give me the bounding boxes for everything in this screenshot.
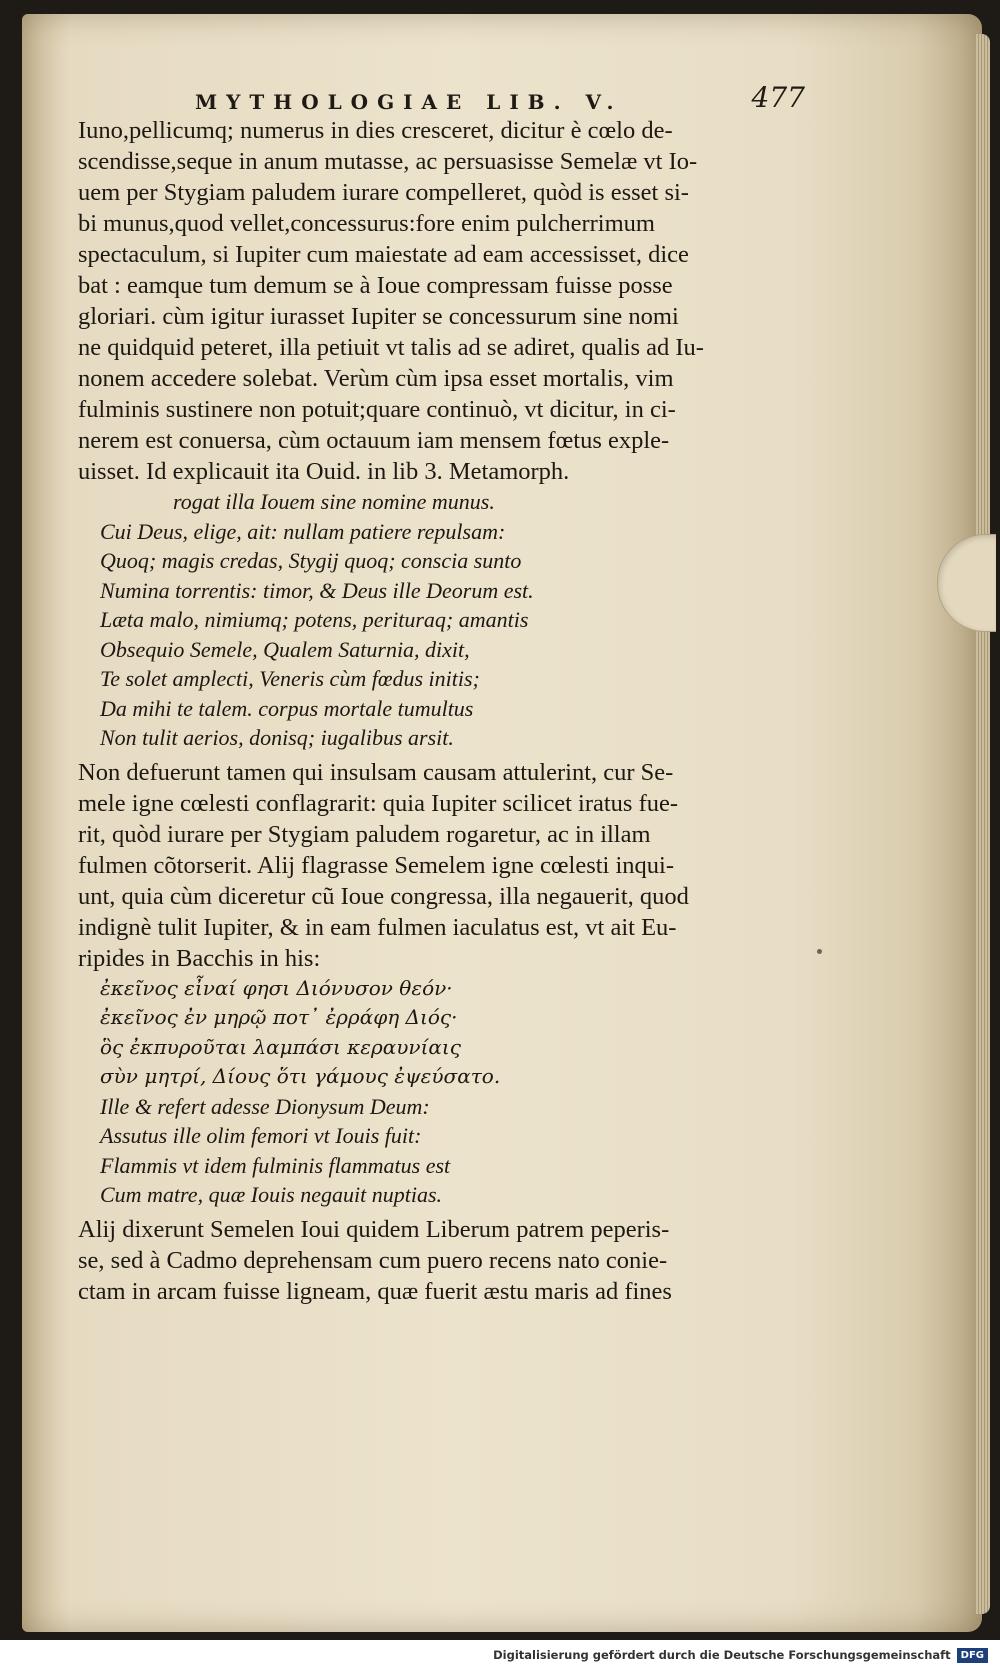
page-body [78, 115, 738, 1307]
verse-line: Da mihi te talem. corpus mortale tumultus [100, 695, 474, 721]
dfg-logo: DFG [957, 1648, 988, 1663]
running-head: MYTHOLOGIAE LIB. V. [195, 90, 623, 114]
text-line: Alij dixerunt Semelen Ioui quidem Liberum patrem peperis- [78, 1215, 670, 1243]
text-line: bi munus,quod vellet,concessurus:fore enim pulcherrimum [78, 210, 655, 237]
text-line: scendisse,seque in anum mutasse, ac persuasisse Semelæ vt Io- [78, 148, 698, 175]
verse-line: Assutus ille olim femori vt Iouis fuit: [100, 1123, 422, 1148]
text-line: rit, quòd iurare per Stygiam paludem rogaretur, ac in illam [78, 820, 651, 848]
text-line: Non defuerunt tamen qui insulsam causam attulerint, cur Se- [78, 758, 674, 786]
text-line: uisset. Id explicauit ita Ouid. in lib 3. Metamorph. [78, 458, 570, 485]
verse-line: Numina torrentis: timor, & Deus ille Deorum est. [100, 577, 534, 603]
page-number: 477 [751, 81, 805, 114]
verse-quote-latin-translation [78, 1092, 738, 1210]
text-line: mele igne cœlesti conflagrarit: quia Iupiter scilicet iratus fue- [78, 789, 679, 817]
text-line: ne quidquid peteret, illa petiuit vt talis ad se adiret, qualis ad Iu- [78, 334, 704, 361]
text-line: bat : eamque tum demum se à Ioue compressam fuisse posse [78, 272, 673, 299]
verse-line: Obsequio Semele, Qualem Saturnia, dixit, [100, 636, 470, 662]
text-line: fulminis sustinere non potuit;quare continuò, vt dicitur, in ci- [78, 396, 676, 423]
text-line: unt, quia cùm diceretur cũ Ioue congressa, illa negauerit, quod [78, 882, 689, 910]
text-line: fulmen cõtorserit. Alij flagrasse Semelem igne cœlesti inqui- [78, 851, 675, 879]
text-line: ctam in arcam fuisse ligneam, quæ fuerit æstu maris ad fines [78, 1277, 672, 1305]
paragraph-1 [78, 115, 738, 487]
verse-line: Non tulit aerios, donisq; iugalibus arsit. [100, 725, 454, 750]
text-line: uem per Stygiam paludem iurare compelleret, quòd is esset si- [78, 179, 689, 206]
greek-verse-line: ὃς ἐκπυροῦται λαμπάσι κεραυνίαις [100, 1034, 461, 1059]
text-line: gloriari. cùm igitur iurasset Iupiter se concessurum sine nomi [78, 303, 679, 330]
verse-quote-ovid [78, 487, 738, 753]
verse-line: Ille & refert adesse Dionysum Deum: [100, 1093, 430, 1119]
digitization-footer [0, 1640, 1000, 1670]
verse-line: Cui Deus, elige, ait: nullam patiere repulsam: [100, 518, 506, 544]
paragraph-2 [78, 757, 738, 974]
text-line: Iuno,pellicumq; numerus in dies cresceret, dicitur è cœlo de- [78, 117, 673, 144]
paper-speck [817, 949, 822, 954]
funding-credit: Digitalisierung gefördert durch die Deutsche Forschungsgemeinschaft [493, 1648, 951, 1662]
text-line: nerem est conuersa, cùm octauum iam mensem fœtus exple- [78, 427, 670, 454]
page-edges [976, 34, 990, 1614]
greek-verse-line: ἐκεῖνος ἐν μηρῷ ποτ᾽ ἐρράφη Διός· [100, 1005, 458, 1029]
text-line: ripides in Bacchis in his: [78, 944, 321, 972]
verse-line: Læta malo, nimiumq; potens, perituraq; amantis [100, 607, 529, 632]
text-line: indignè tulit Iupiter, & in eam fulmen iaculatus est, vt ait Eu- [78, 913, 677, 941]
paragraph-3 [78, 1214, 738, 1307]
verse-line: Flammis vt idem fulminis flammatus est [100, 1152, 451, 1178]
verse-line: Te solet amplecti, Veneris cùm fœdus initis; [100, 666, 480, 691]
text-line: nonem accedere solebat. Verùm cùm ipsa esset mortalis, vim [78, 365, 674, 392]
verse-line: rogat illa Iouem sine nomine munus. [173, 489, 495, 514]
verse-line: Quoq; magis credas, Stygij quoq; conscia sunto [100, 548, 522, 573]
verse-line: Cum matre, quæ Iouis negauit nuptias. [100, 1182, 443, 1207]
greek-verse-line: ἐκεῖνος εἶναί φησι Διόνυσον θεόν· [100, 975, 453, 1000]
text-line: se, sed à Cadmo deprehensam cum puero recens nato conie- [78, 1246, 668, 1274]
page-header [195, 78, 805, 114]
page-tab-marker [937, 534, 996, 632]
greek-verse-line: σὺν μητρί, Δίους ὅτι γάμους ἐψεύσατο. [100, 1064, 501, 1088]
greek-verse-quote [78, 974, 738, 1092]
text-line: spectaculum, si Iupiter cum maiestate ad eam accessisset, dice [78, 241, 689, 268]
